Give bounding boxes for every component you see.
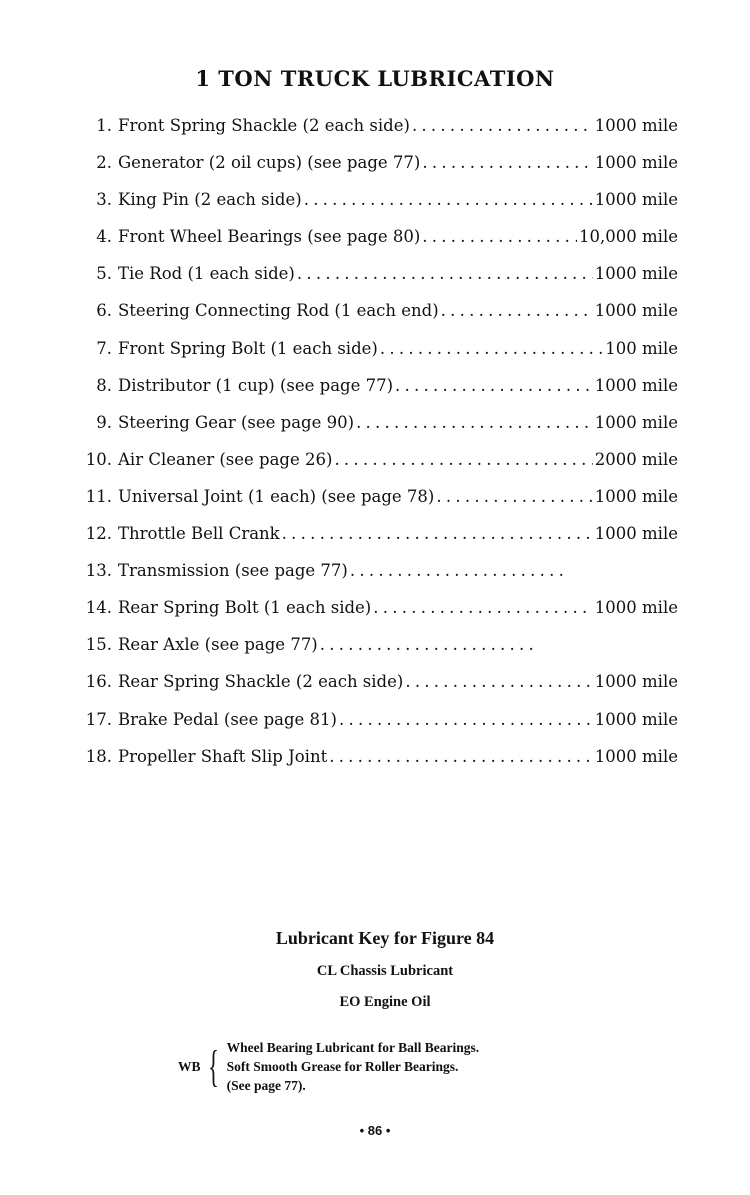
dot-leader — [412, 116, 593, 135]
item-label: Rear Axle (see page 77) — [118, 635, 318, 655]
item-label: Transmission (see page 77) — [118, 561, 348, 581]
item-number: 16. — [85, 672, 112, 692]
list-item — [80, 301, 678, 338]
dot-leader — [380, 339, 603, 358]
list-item — [80, 264, 678, 301]
item-label: Air Cleaner (see page 26) — [118, 449, 333, 469]
dot-leader — [436, 487, 592, 506]
dot-leader — [373, 598, 593, 617]
item-number: 5. — [96, 264, 112, 284]
list-item — [80, 339, 678, 376]
item-interval: 1000 mile — [594, 746, 678, 766]
dot-leader — [334, 450, 592, 469]
wb-line: (See page 77). — [226, 1078, 306, 1093]
dot-leader — [441, 301, 593, 320]
item-number: 1. — [96, 116, 112, 135]
item-interval: 1000 mile — [594, 524, 678, 544]
list-item — [80, 672, 678, 709]
item-label: Distributor (1 cup) (see page 77) — [118, 375, 394, 395]
page-title: 1 TON TRUCK LUBRICATION — [195, 66, 555, 91]
list-item — [80, 116, 678, 153]
dot-leader — [395, 376, 593, 395]
item-number: 18. — [85, 746, 112, 766]
list-item — [80, 524, 678, 561]
item-interval: 1000 mile — [594, 301, 678, 321]
key-cl: CL Chassis Lubricant — [316, 963, 454, 979]
list-item — [80, 376, 678, 413]
page-number: • 86 • — [359, 1123, 391, 1138]
item-number: 4. — [96, 227, 112, 247]
item-label: Steering Gear (see page 90) — [118, 412, 355, 432]
list-item — [80, 561, 678, 598]
dot-leader — [320, 635, 535, 654]
list-item — [80, 747, 678, 784]
list-item — [80, 190, 678, 227]
item-number: 3. — [96, 190, 112, 210]
item-label: Rear Spring Bolt (1 each side) — [118, 598, 372, 618]
item-label: Steering Connecting Rod (1 each end) — [118, 301, 439, 321]
item-label: Front Wheel Bearings (see page 80) — [118, 227, 421, 247]
item-number: 8. — [96, 375, 112, 395]
item-label: Tie Rod (1 each side) — [118, 264, 295, 284]
dot-leader — [350, 561, 565, 580]
list-item — [80, 450, 678, 487]
dot-leader — [304, 190, 593, 209]
item-label: Front Spring Shackle (2 each side) — [118, 116, 410, 135]
item-interval: 1000 mile — [594, 672, 678, 692]
dot-leader — [339, 710, 593, 729]
key-eo: EO Engine Oil — [339, 994, 431, 1010]
list-item — [80, 635, 678, 672]
wb-line: Soft Smooth Grease for Roller Bearings. — [226, 1059, 459, 1074]
item-interval: 1000 mile — [594, 375, 678, 395]
item-label: Throttle Bell Crank — [118, 524, 280, 544]
dot-leader — [282, 524, 593, 543]
item-number: 13. — [85, 561, 112, 581]
item-number: 11. — [85, 486, 112, 506]
item-number: 17. — [85, 709, 112, 729]
item-number: 15. — [85, 635, 112, 655]
item-number: 2. — [96, 153, 112, 173]
item-interval: 1000 mile — [594, 116, 678, 135]
key-wb — [178, 1038, 479, 1095]
item-interval: 10,000 mile — [579, 227, 678, 247]
item-interval: 1000 mile — [594, 709, 678, 729]
list-item — [80, 153, 678, 190]
list-item — [80, 598, 678, 635]
dot-leader — [356, 413, 593, 432]
item-label: Propeller Shaft Slip Joint — [118, 746, 328, 766]
item-interval: 100 mile — [605, 338, 678, 358]
item-interval: 1000 mile — [594, 598, 678, 618]
dot-leader — [422, 227, 577, 246]
item-label: Brake Pedal (see page 81) — [118, 709, 337, 729]
item-number: 14. — [85, 598, 112, 618]
wb-code: WB — [178, 1058, 201, 1074]
list-item — [80, 487, 678, 524]
lubricant-key — [0, 928, 750, 1093]
item-number: 10. — [85, 449, 112, 469]
item-interval: 2000 mile — [594, 449, 678, 469]
item-interval: 1000 mile — [594, 190, 678, 210]
item-interval: 1000 mile — [594, 412, 678, 432]
item-label: Front Spring Bolt (1 each side) — [118, 338, 378, 358]
dot-leader — [405, 672, 592, 691]
item-label: King Pin (2 each side) — [118, 190, 302, 210]
key-title: Lubricant Key for Figure 84 — [275, 928, 495, 948]
item-number: 6. — [96, 301, 112, 321]
list-item — [80, 413, 678, 450]
dot-leader — [329, 747, 593, 766]
dot-leader — [422, 153, 592, 172]
item-label: Universal Joint (1 each) (see page 78) — [118, 486, 435, 506]
list-item — [80, 710, 678, 747]
item-label: Rear Spring Shackle (2 each side) — [118, 672, 404, 692]
item-interval: 1000 mile — [594, 264, 678, 284]
item-interval: 1000 mile — [594, 486, 678, 506]
wb-line: Wheel Bearing Lubricant for Ball Bearings. — [226, 1040, 480, 1055]
brace-icon: { — [207, 1041, 219, 1091]
item-number: 9. — [96, 412, 112, 432]
item-number: 7. — [96, 338, 112, 358]
item-number: 12. — [85, 524, 112, 544]
item-label: Generator (2 oil cups) (see page 77) — [118, 153, 421, 173]
item-interval: 1000 mile — [594, 153, 678, 173]
lubrication-list — [80, 116, 678, 784]
list-item — [80, 227, 678, 264]
dot-leader — [297, 264, 593, 283]
